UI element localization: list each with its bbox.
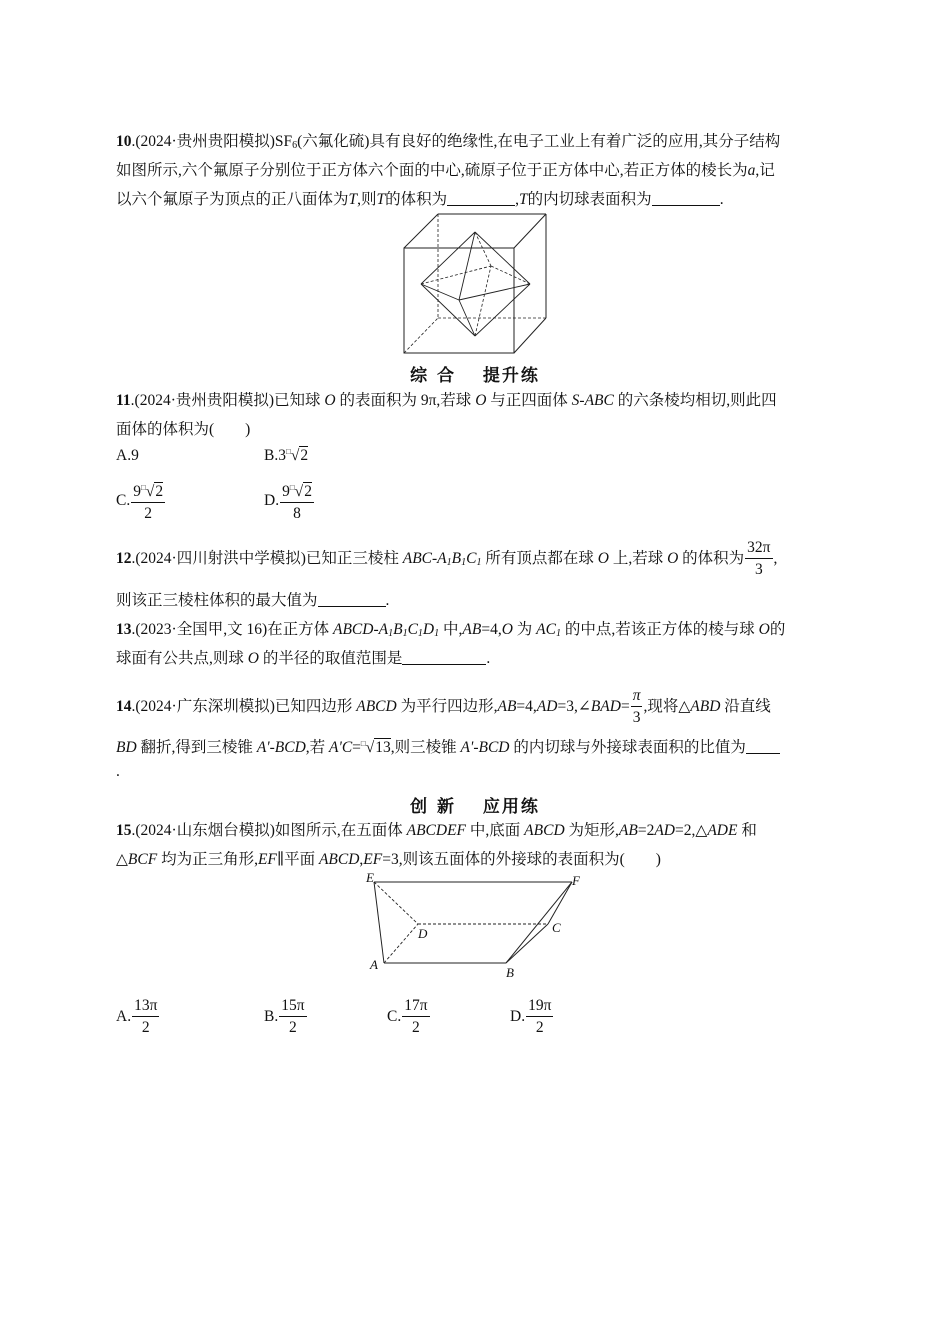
section-heading-comprehensive: 综 合 提升练	[410, 366, 540, 386]
q14-radical-index: □	[360, 739, 366, 748]
q12-text1: .(2024·四川射洪中学模拟)已知正三棱柱	[131, 550, 403, 568]
q15-var-EF2: EF	[363, 851, 383, 868]
q15-option-c-label: C.	[387, 1008, 402, 1026]
q12-prism-a: ABC-A	[402, 550, 447, 568]
edge-FC	[548, 882, 572, 924]
q13-number: 13	[116, 621, 132, 638]
q10-comma: ,	[515, 191, 520, 208]
vertex-label-D: D	[418, 926, 428, 941]
q13-line2	[116, 649, 490, 669]
q15-option-c[interactable]	[387, 996, 431, 1039]
q13-var-AB: AB	[462, 621, 482, 638]
q11-option-b-radical-index: □	[285, 447, 291, 456]
q12-text1d: 的体积为	[678, 550, 745, 568]
vertex-label-C: C	[552, 920, 561, 935]
vertex-label-E: E	[366, 870, 374, 885]
q10-source: .(2024·贵州贵阳模拟)	[131, 133, 275, 150]
q12-vol-numerator: 32π	[745, 538, 772, 559]
q14-var-AB: AB	[497, 698, 517, 716]
q11-text1d: 的六条棱均相切,则此四	[613, 392, 777, 409]
q15-option-b[interactable]	[264, 996, 308, 1039]
q15-text1d: =2	[637, 822, 655, 839]
q14-var-ABCD2: A'-BCD	[256, 739, 306, 757]
q11-text2: 面体的体积为( )	[116, 421, 251, 438]
q11-text1c: 与正四面体	[486, 392, 572, 409]
q14-pi: π	[631, 686, 643, 707]
q15-var-EF1: EF	[257, 851, 277, 868]
q14-var-ABD: ABD	[690, 698, 721, 716]
q15-text2b: 均为正三角形,	[157, 851, 258, 868]
edge-ED	[374, 882, 418, 924]
q14-text2c: =	[352, 739, 361, 757]
q14-radicand: 13	[375, 739, 391, 757]
q15-d-den: 2	[535, 1019, 544, 1036]
q13-var-AC1: $AC_1$	[536, 621, 561, 639]
edge-BC	[506, 924, 548, 963]
q14-period: .	[116, 763, 120, 780]
q12-var-O2: O	[667, 550, 679, 568]
q11-number: 11	[116, 392, 131, 409]
q11-c-radicand: 2	[155, 483, 164, 501]
q12-volume-fraction	[745, 538, 772, 581]
q10-line2	[116, 161, 775, 181]
q11-line2	[116, 420, 250, 440]
q12-line1: 12.(2024·四川射洪中学模拟)已知正三棱柱 ABC-$A_1B_1C_1$ 所有顶点都在球 O 上,若球 O 的体积为 $\frac{32\pi}{3}$ ,	[116, 538, 777, 581]
q15-c-num: 17π	[402, 996, 429, 1017]
q11-option-b[interactable]: B.3□√2	[264, 447, 309, 465]
q13-text1c: =4,	[481, 621, 502, 638]
q10-var-a: a	[747, 162, 756, 179]
q11-c-radical-index: □	[140, 483, 146, 492]
q14-var-BD: BD	[116, 739, 137, 757]
q15-var-BCF: BCF	[127, 851, 158, 868]
q12-text1c: 上,若球	[608, 550, 668, 568]
q13-text1e: 的中点,若该正方体的棱与球	[560, 621, 759, 638]
cube-octahedron-figure	[398, 208, 558, 358]
pentahedron-figure	[360, 870, 600, 982]
q15-option-a-fraction	[132, 996, 159, 1039]
q13-var-O1: O	[501, 621, 513, 638]
q11-option-c-fraction: $\frac{9^□√2}{2}$	[131, 478, 165, 525]
q11-var-SABC: S-ABC	[571, 392, 614, 409]
q15-option-b-label: B.	[264, 1008, 279, 1026]
q10-text2: 如图所示,六个氟原子分别位于正方体六个面的中心,硫原子位于正方体中心,若正方体的棱长为	[116, 162, 748, 179]
edge-EA	[374, 882, 384, 963]
q15-line1	[116, 821, 757, 841]
q15-text2e: =3,则该五面体的外接球的表面积为( )	[382, 851, 661, 868]
q10-text2-end: ,记	[755, 162, 775, 179]
q14-text2d: ,则三棱锥	[390, 739, 461, 757]
vertex-label-B: B	[506, 965, 514, 980]
q13-text1: .(2023·全国甲,文 16)在正方体	[131, 621, 333, 638]
q14-three: 3	[632, 709, 641, 726]
q11-option-c[interactable]	[116, 478, 166, 525]
q14-var-ABCD: ABCD	[356, 698, 397, 716]
q10-text1: (六氟化硫)具有良好的绝缘性,在电子工业上有着广泛的应用,其分子结构	[297, 133, 781, 150]
q15-text2c: ∥平面	[276, 851, 319, 868]
q13-period: .	[486, 650, 491, 667]
q15-var-ADE: ADE	[707, 822, 738, 839]
q14-text2b: ,若	[305, 739, 330, 757]
q10-text3h: 的内切球表面积为	[527, 191, 652, 208]
q15-a-den: 2	[141, 1019, 150, 1036]
edge-AD	[384, 924, 418, 963]
q10-number: 10	[116, 133, 132, 150]
q15-option-a-label: A.	[116, 1008, 132, 1026]
q12-var-prism: ABC-$A_1B_1C_1$	[402, 550, 482, 569]
q15-option-d-fraction	[526, 996, 553, 1039]
q11-d-radicand: 2	[304, 483, 312, 501]
vertex-label-A: A	[370, 957, 378, 972]
q14-text2a: 翻折,得到三棱锥	[136, 739, 257, 757]
q14-line1	[116, 686, 771, 729]
q15-option-b-fraction	[279, 996, 306, 1039]
q15-text1b: 中,底面	[466, 822, 525, 839]
q15-number: 15	[116, 822, 132, 839]
q12-line2	[116, 591, 389, 611]
q11-text1: .(2024·贵州贵阳模拟)已知球	[130, 392, 325, 409]
q13-ac: AC	[536, 621, 556, 638]
vertex-label-F: F	[572, 873, 580, 888]
q11-option-b-label: B.3	[264, 447, 286, 465]
q11-c-nine: 9	[133, 483, 141, 501]
q12-number: 12	[116, 550, 132, 568]
q12-text2: 则该正三棱柱体积的最大值为	[116, 592, 318, 609]
section-heading-innovation: 创 新 应用练	[410, 797, 540, 817]
q13-cube-a: ABCD-A	[333, 621, 389, 638]
q11-d-nine: 9	[282, 483, 290, 501]
q14-var-AD: AD	[536, 698, 558, 716]
q15-line2	[116, 850, 661, 870]
q10-var-T3: T	[519, 191, 528, 208]
q15-var-AB: AB	[618, 822, 638, 839]
q11-option-d[interactable]	[264, 478, 315, 525]
q12-var-O1: O	[597, 550, 609, 568]
q15-var-ABCDEF: ABCDEF	[406, 822, 467, 839]
q10-text3c: ,则	[357, 191, 377, 208]
q15-text1f: 和	[737, 822, 757, 839]
q10-period: .	[719, 191, 724, 208]
q15-text1c: 为矩形,	[564, 822, 619, 839]
q14-text1c: =4,	[516, 698, 537, 716]
q11-c-denominator: 2	[144, 505, 153, 523]
q14-text1b: 为平行四边形,	[396, 698, 498, 716]
q15-option-d[interactable]	[510, 996, 554, 1039]
q12-answer-blank[interactable]	[318, 592, 386, 607]
q11-line1	[116, 391, 777, 411]
q14-line2: BD 翻折,得到三棱锥 A'-BCD,若 A'C=□√13,则三棱锥 A'-BCD 的内切球与外接球表面积的比值为	[116, 734, 780, 758]
q11-text1b: 的表面积为 9π,若球	[335, 392, 476, 409]
q13-answer-blank[interactable]	[402, 650, 486, 665]
q10-line3	[116, 190, 724, 210]
q11-var-O2: O	[475, 392, 487, 409]
q11-option-a[interactable]	[116, 447, 139, 465]
q14-var-AC: A'C	[329, 739, 353, 757]
q15-text2d: ,	[359, 851, 364, 868]
q14-line3	[116, 762, 120, 782]
q12-vol-denominator: 3	[754, 561, 763, 578]
q10-answer-blank-2[interactable]	[652, 191, 720, 206]
q14-var-BAD: BAD	[590, 698, 621, 716]
q14-answer-blank[interactable]	[746, 739, 780, 754]
q10-text3e: 的体积为	[385, 191, 448, 208]
q11-option-c-label: C.	[116, 492, 131, 510]
q11-option-a-label: A.9	[116, 447, 139, 464]
q15-var-AD: AD	[654, 822, 676, 839]
q11-var-O1: O	[324, 392, 336, 409]
q14-text1f: ,现将△	[643, 698, 691, 716]
q10-var-T1: T	[348, 191, 358, 208]
q15-b-den: 2	[289, 1019, 297, 1036]
q13-var-O2: O	[758, 621, 770, 638]
q11-d-denominator: 8	[293, 505, 301, 523]
q14-number: 14	[116, 698, 132, 716]
q13-text2b: 的半径的取值范围是	[258, 650, 403, 667]
q13-text1b: 中,	[439, 621, 463, 638]
q14-text1g: 沿直线	[720, 698, 771, 716]
q13-var-cube: ABCD-$A_1B_1C_1D_1$	[333, 621, 440, 639]
q13-var-O3: O	[247, 650, 259, 667]
q14-text1d: =3,∠	[557, 698, 591, 716]
q10-line1: 10.(2024·贵州贵阳模拟)$SF_6$(六氟化硫)具有良好的绝缘性,在电子工业上有着广泛的应用,其分子结构	[116, 133, 781, 151]
q14-text1e: =	[620, 698, 630, 716]
q15-text2a: △	[116, 851, 128, 868]
q15-option-a[interactable]	[116, 996, 160, 1039]
q15-a-num: 13π	[132, 996, 159, 1017]
q11-d-radical-index: □	[289, 483, 295, 492]
q15-option-d-label: D.	[510, 1008, 526, 1026]
q15-b-num: 15π	[279, 996, 306, 1017]
q10-answer-blank-1[interactable]	[447, 191, 515, 206]
q12-text1b: 所有顶点都在球	[481, 550, 598, 568]
q14-text2e: 的内切球与外接球表面积的比值为	[509, 739, 746, 757]
q13-text1d: 为	[512, 621, 537, 638]
q15-d-num: 19π	[526, 996, 553, 1017]
q13-line1	[116, 620, 785, 644]
q15-var-ABCD2: ABCD	[318, 851, 360, 868]
q14-angle-fraction	[631, 686, 643, 729]
q11-option-d-fraction: $\frac{9^□√2}{8}$	[280, 478, 314, 525]
q12-period: .	[385, 592, 390, 609]
q13-text1f: 的	[769, 621, 786, 638]
q15-option-c-fraction	[402, 996, 429, 1039]
q14-text1: .(2024·广东深圳模拟)已知四边形	[131, 698, 357, 716]
q11-option-b-radicand: 2	[300, 447, 309, 465]
q15-text1e: =2,△	[675, 822, 708, 839]
q14-var-ABCD3: A'-BCD	[460, 739, 510, 757]
q15-c-den: 2	[412, 1019, 420, 1036]
q11-option-d-label: D.	[264, 492, 280, 510]
q13-text2a: 球面有公共点,则球	[116, 650, 248, 667]
q10-text3a: 以六个氟原子为顶点的正八面体为	[116, 191, 349, 208]
q15-var-ABCD: ABCD	[524, 822, 565, 839]
edge-FB	[506, 882, 572, 963]
q10-var-T2: T	[376, 191, 386, 208]
q15-text1: .(2024·山东烟台模拟)如图所示,在五面体	[131, 822, 407, 839]
